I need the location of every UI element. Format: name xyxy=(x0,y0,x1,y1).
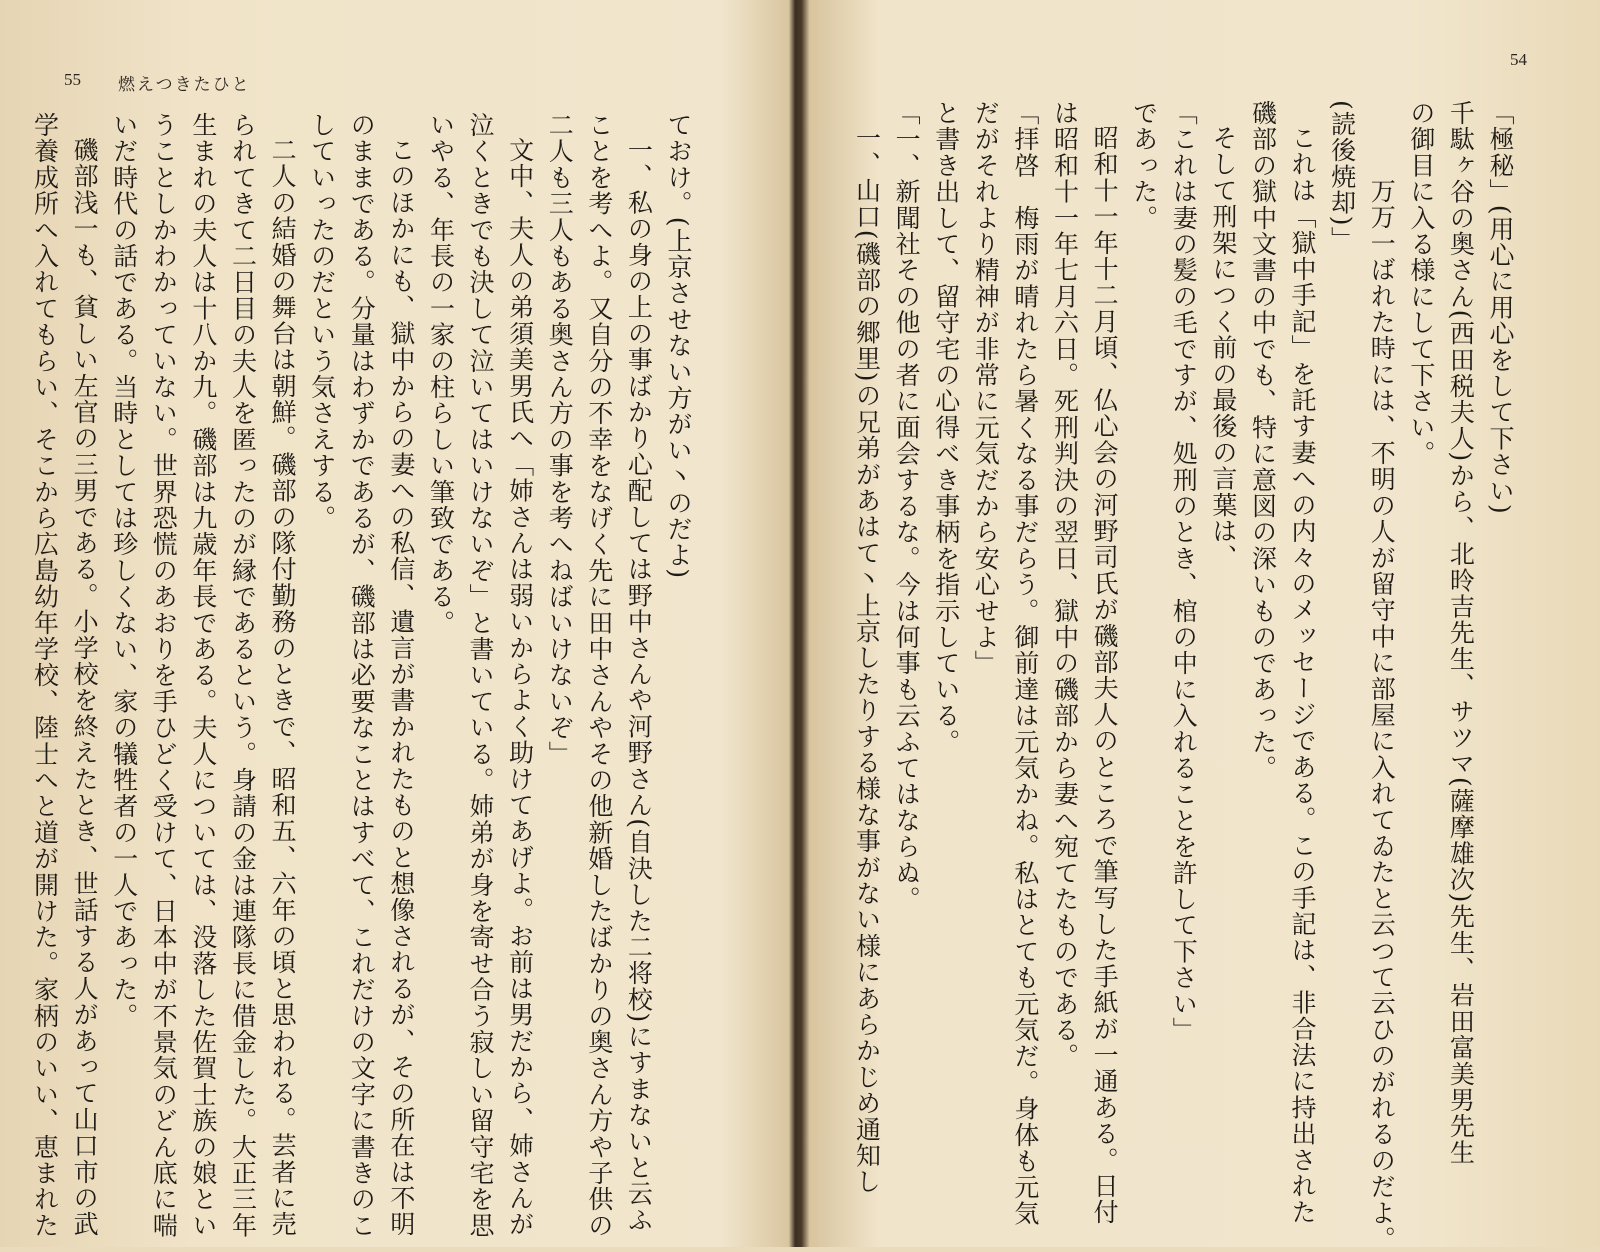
text-line: 昭和十一年十二月頃、仏心会の河野司氏が磯部夫人のところで筆写した手紙が一通ある。日付 xyxy=(1090,125,1120,1226)
text-line: 学養成所へ入れてもらい、そこから広島幼年学校、陸士へと道が開けた。家柄のいい、恵まれた xyxy=(30,112,60,1239)
text-line: だがそれより精神が非常に元気だから安心せよ」 xyxy=(971,100,1001,677)
text-line: 「これは妻の髪の毛ですが、処刑のとき、棺の中に入れることを許して下さい」 xyxy=(1169,100,1199,1044)
text-line: 「一、新聞社その他の者に面会するな。今は何事も云ふてはならぬ。 xyxy=(892,100,922,913)
text-line: 磯部浅一も、貧しい左官の三男である。小学校を終えたとき、世話する人があって山口市の武 xyxy=(70,137,100,1238)
text-line: 一、山口(磯部の郷里)の兄弟があはて丶上京したりする様な事がない様にあらかじめ通知し xyxy=(852,125,882,1195)
text-line: られてきて二日目の夫人を匿ったのが縁であるという。身請の金は連隊長に借金した。大正三年 xyxy=(228,112,258,1239)
text-line: の御目に入る様にして下さい。 xyxy=(1406,100,1436,467)
text-line: いやる、年長の一家の柱らしい筆致である。 xyxy=(426,112,456,636)
text-line: は昭和十一年七月六日。死刑判決の翌日、獄中の磯部から妻へ宛てたものである。 xyxy=(1050,100,1080,1070)
text-line: であった。 xyxy=(1129,100,1159,231)
right-page xyxy=(808,0,1600,1252)
text-line: 一、私の身の上の事ばかり心配しては野中さんや河野さん(自決した二将校)にすまないと云ふ xyxy=(624,137,654,1234)
text-line: 千駄ヶ谷の奥さん(西田税夫人)から、北昤吉先生、サツマ(薩摩雄次)先生、岩田富美男先生 xyxy=(1446,100,1476,1166)
text-line: 「極秘」(用心に用心をして下さい) xyxy=(1486,100,1515,515)
text-line: 磯部の獄中文書の中でも、特に意図の深いものであった。 xyxy=(1248,100,1278,782)
text-line: のままである。分量はわずかであるが、磯部は必要なことはすべて、これだけの文字に書きのこ xyxy=(347,112,377,1239)
text-line: 二人の結婚の舞台は朝鮮。磯部の隊付勤務のときで、昭和五、六年の頃と思われる。芸者に売 xyxy=(268,137,298,1238)
text-line: そして刑架につく前の最後の言葉は、 xyxy=(1208,125,1238,571)
text-line: と書き出して、留守宅の心得べき事柄を指示している。 xyxy=(931,100,961,755)
text-line: このほかにも、獄中からの妻への私信、遺言が書かれたものと想像されるが、その所在は不明 xyxy=(386,137,416,1238)
text-line: 泣くときでも決して泣いてはいけないぞ」と書いている。姉弟が身を寄せ合う寂しい留守宅を思 xyxy=(466,112,496,1239)
page-number: 55 xyxy=(64,70,81,89)
text-line: これは「獄中手記」を託す妻への内々のメッセージである。この手記は、非合法に持出された xyxy=(1288,125,1318,1226)
right-page-text xyxy=(847,100,1520,1252)
left-page-text xyxy=(25,112,698,1239)
text-line: していったのだという気さえする。 xyxy=(307,112,337,532)
text-line: 「拝啓 梅雨が晴れたら暑くなる事だらう。御前達は元気かね。私はとても元気だ。身体も元気 xyxy=(1010,100,1040,1227)
text-line: いだ時代の話である。当時としては珍しくない、家の犠牲者の一人であった。 xyxy=(109,112,139,1029)
text-line: (読後焼却)」 xyxy=(1327,100,1357,253)
text-line: 文中、夫人の弟須美男氏へ「姉さんは弱いからよく助けてあげよ。お前は男だから、姉さんが xyxy=(505,137,535,1238)
text-line: ておけ。(上京させない方がい丶のだよ) xyxy=(664,112,693,580)
text-line: うことしかわかっていない。世界恐慌のあおりを手ひどく受けて、日本中が不景気のどん底に喘 xyxy=(149,112,179,1239)
text-line: ことを考へよ。又自分の不幸をなげく先に田中さんやその他新婚したばかりの奥さん方や子供の xyxy=(584,112,614,1239)
page-number: 54 xyxy=(1510,50,1527,69)
text-line: 生まれの夫人は十八か九。磯部は九歳年長である。夫人については、没落した佐賀士族の娘とい xyxy=(188,112,218,1239)
text-line: 二人も三人もある奥さん方の事を考へねばいけないぞ」 xyxy=(545,112,575,767)
running-head: 燃えつきたひと xyxy=(118,75,251,95)
left-page xyxy=(0,0,790,1247)
text-line: 万万一ばれた時には、不明の人が留守中に部屋に入れてゐたと云つて云ひのがれるのだよ。 xyxy=(1367,178,1397,1252)
